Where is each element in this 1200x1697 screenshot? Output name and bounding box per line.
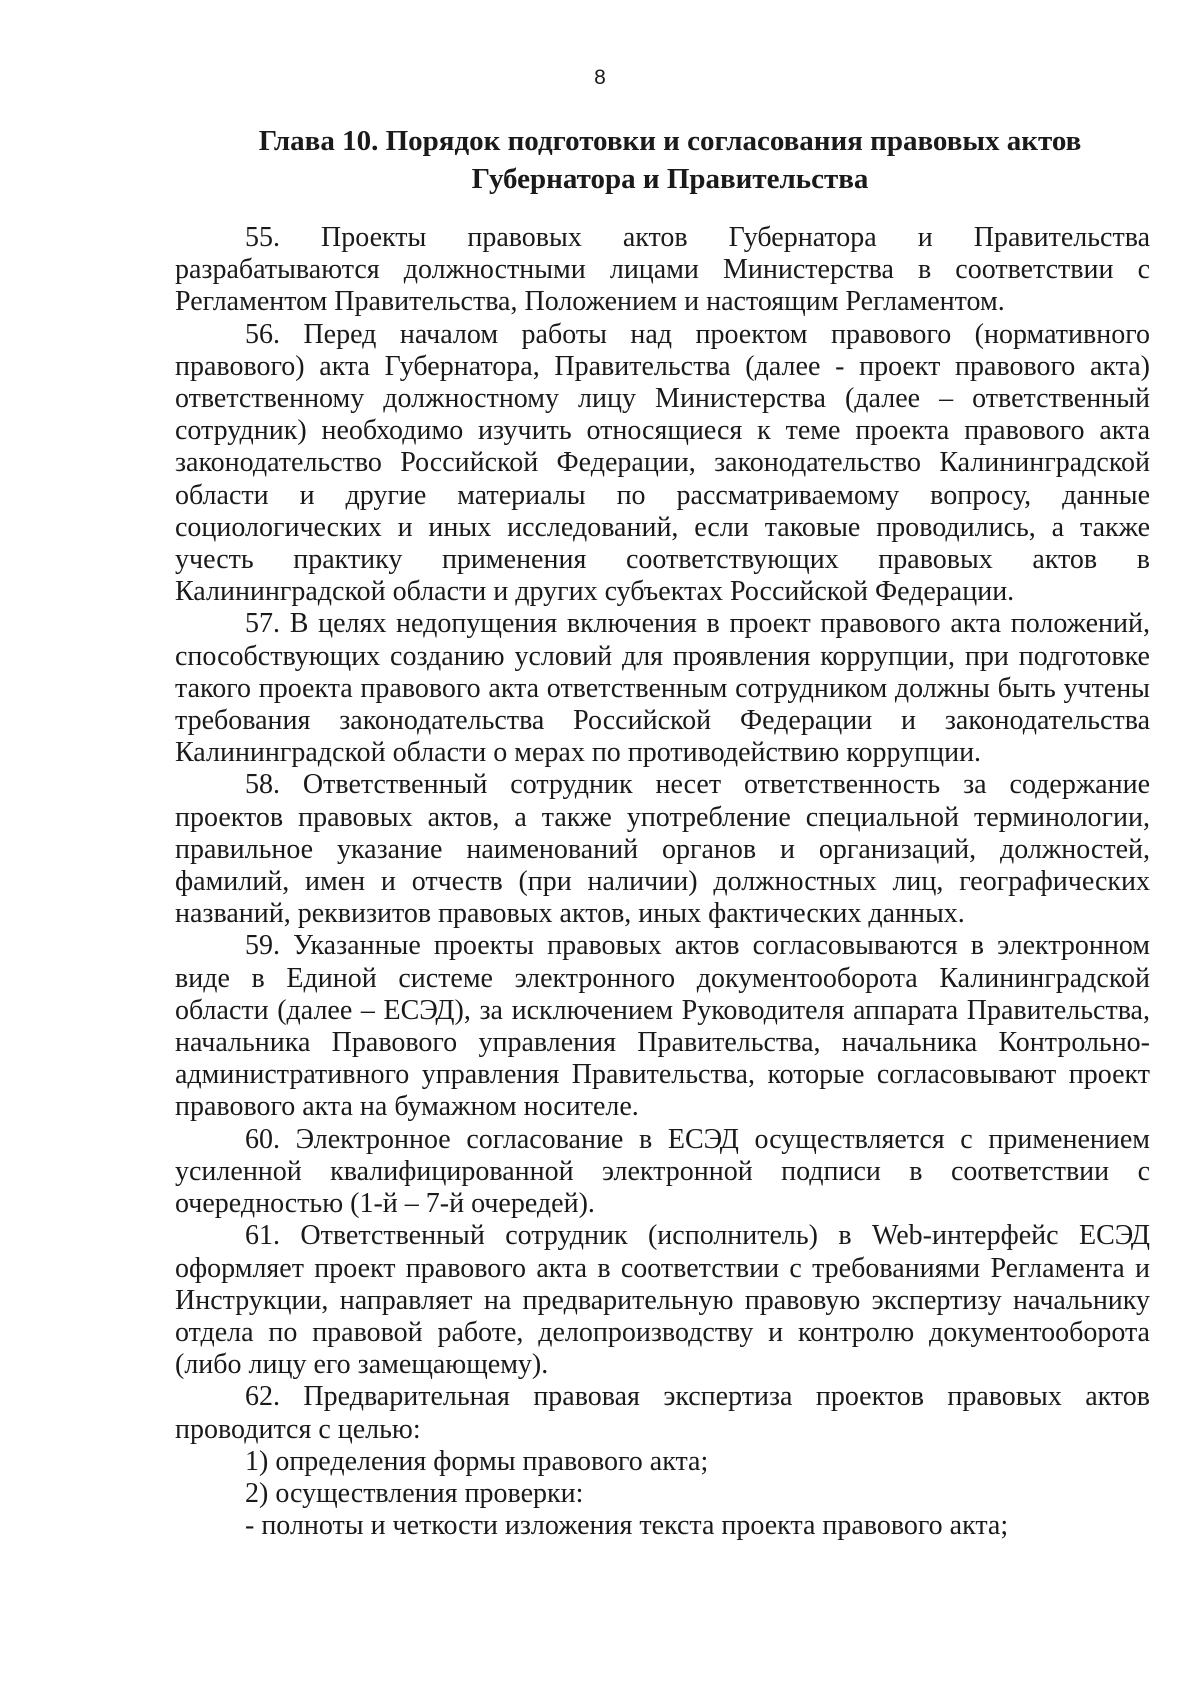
paragraph-62: 62. Предварительная правовая экспертиза проектов правовых актов проводится с целью:: [175, 1381, 1150, 1445]
paragraph-60: 60. Электронное согласование в ЕСЭД осуществляется с применением усиленной квалифицированной электронной подписи в соответствии с очередностью (1-й – 7-й очередей).: [175, 1123, 1150, 1220]
paragraph-55: 55. Проекты правовых актов Губернатора и Правительства разрабатываются должностными лицами Министерства в соответствии с Регламентом Правительства, Положением и настоящим Регламентом.: [175, 222, 1150, 318]
chapter-title-line-1: Глава 10. Порядок подготовки и согласования правовых актов: [258, 125, 1082, 157]
list-item: - полноты и четкости изложения текста проекта правового акта;: [245, 1510, 1009, 1542]
page-number: 8: [594, 66, 606, 89]
chapter-title-line-2: Губернатора и Правительства: [471, 163, 869, 195]
list-item: 2) осуществления проверки:: [245, 1477, 584, 1509]
list-item: 1) определения формы правового акта;: [245, 1445, 709, 1477]
chapter-title: [175, 122, 1165, 198]
paragraph-61: 61. Ответственный сотрудник (исполнитель) в Web-интерфейс ЕСЭД оформляет проект правового акта в соответствии с требованиями Регламента и Инструкции, направляет на предварительную правовую экспертизу начальнику отдела по правовой работе, делопроизводству и контролю документооборота (либо лицу его замещающему).: [175, 1220, 1150, 1381]
paragraph-59: 59. Указанные проекты правовых актов согласовываются в электронном виде в Единой системе электронного документооборота Калининградской области (далее – ЕСЭД), за исключением Руководителя аппарата Правительства, начальника Правового управления Правительства, начальника Контрольно-административного управления Правительства, которые согласовывают проект правового акта на бумажном носителе.: [175, 930, 1150, 1123]
document-body: [175, 222, 1150, 1542]
paragraph-58: 58. Ответственный сотрудник несет ответственность за содержание проектов правовых актов, а также употребление специальной терминологии, правильное указание наименований органов и организаций, должностей, фамилий, имен и отчеств (при наличии) должностных лиц, географических названий, реквизитов правовых актов, иных фактических данных.: [175, 769, 1150, 930]
paragraph-57: 57. В целях недопущения включения в проект правового акта положений, способствующих созданию условий для проявления коррупции, при подготовке такого проекта правового акта ответственным сотрудником должны быть учтены требования законодательства Российской Федерации и законодательства Калининградской области о мерах по противодействию коррупции.: [175, 608, 1150, 769]
paragraph-56: 56. Перед началом работы над проектом правового (нормативного правового) акта Губернатора, Правительства (далее - проект правового акта) ответственному должностному лицу Министерства (далее – ответственный сотрудник) необходимо изучить относящиеся к теме проекта правового акта законодательство Российской Федерации, законодательство Калининградской области и другие материалы по рассматриваемому вопросу, данные социологических и иных исследований, если таковые проводились, а также учесть практику применения соответствующих правовых актов в Калининградской области и других субъектах Российской Федерации.: [175, 318, 1150, 608]
